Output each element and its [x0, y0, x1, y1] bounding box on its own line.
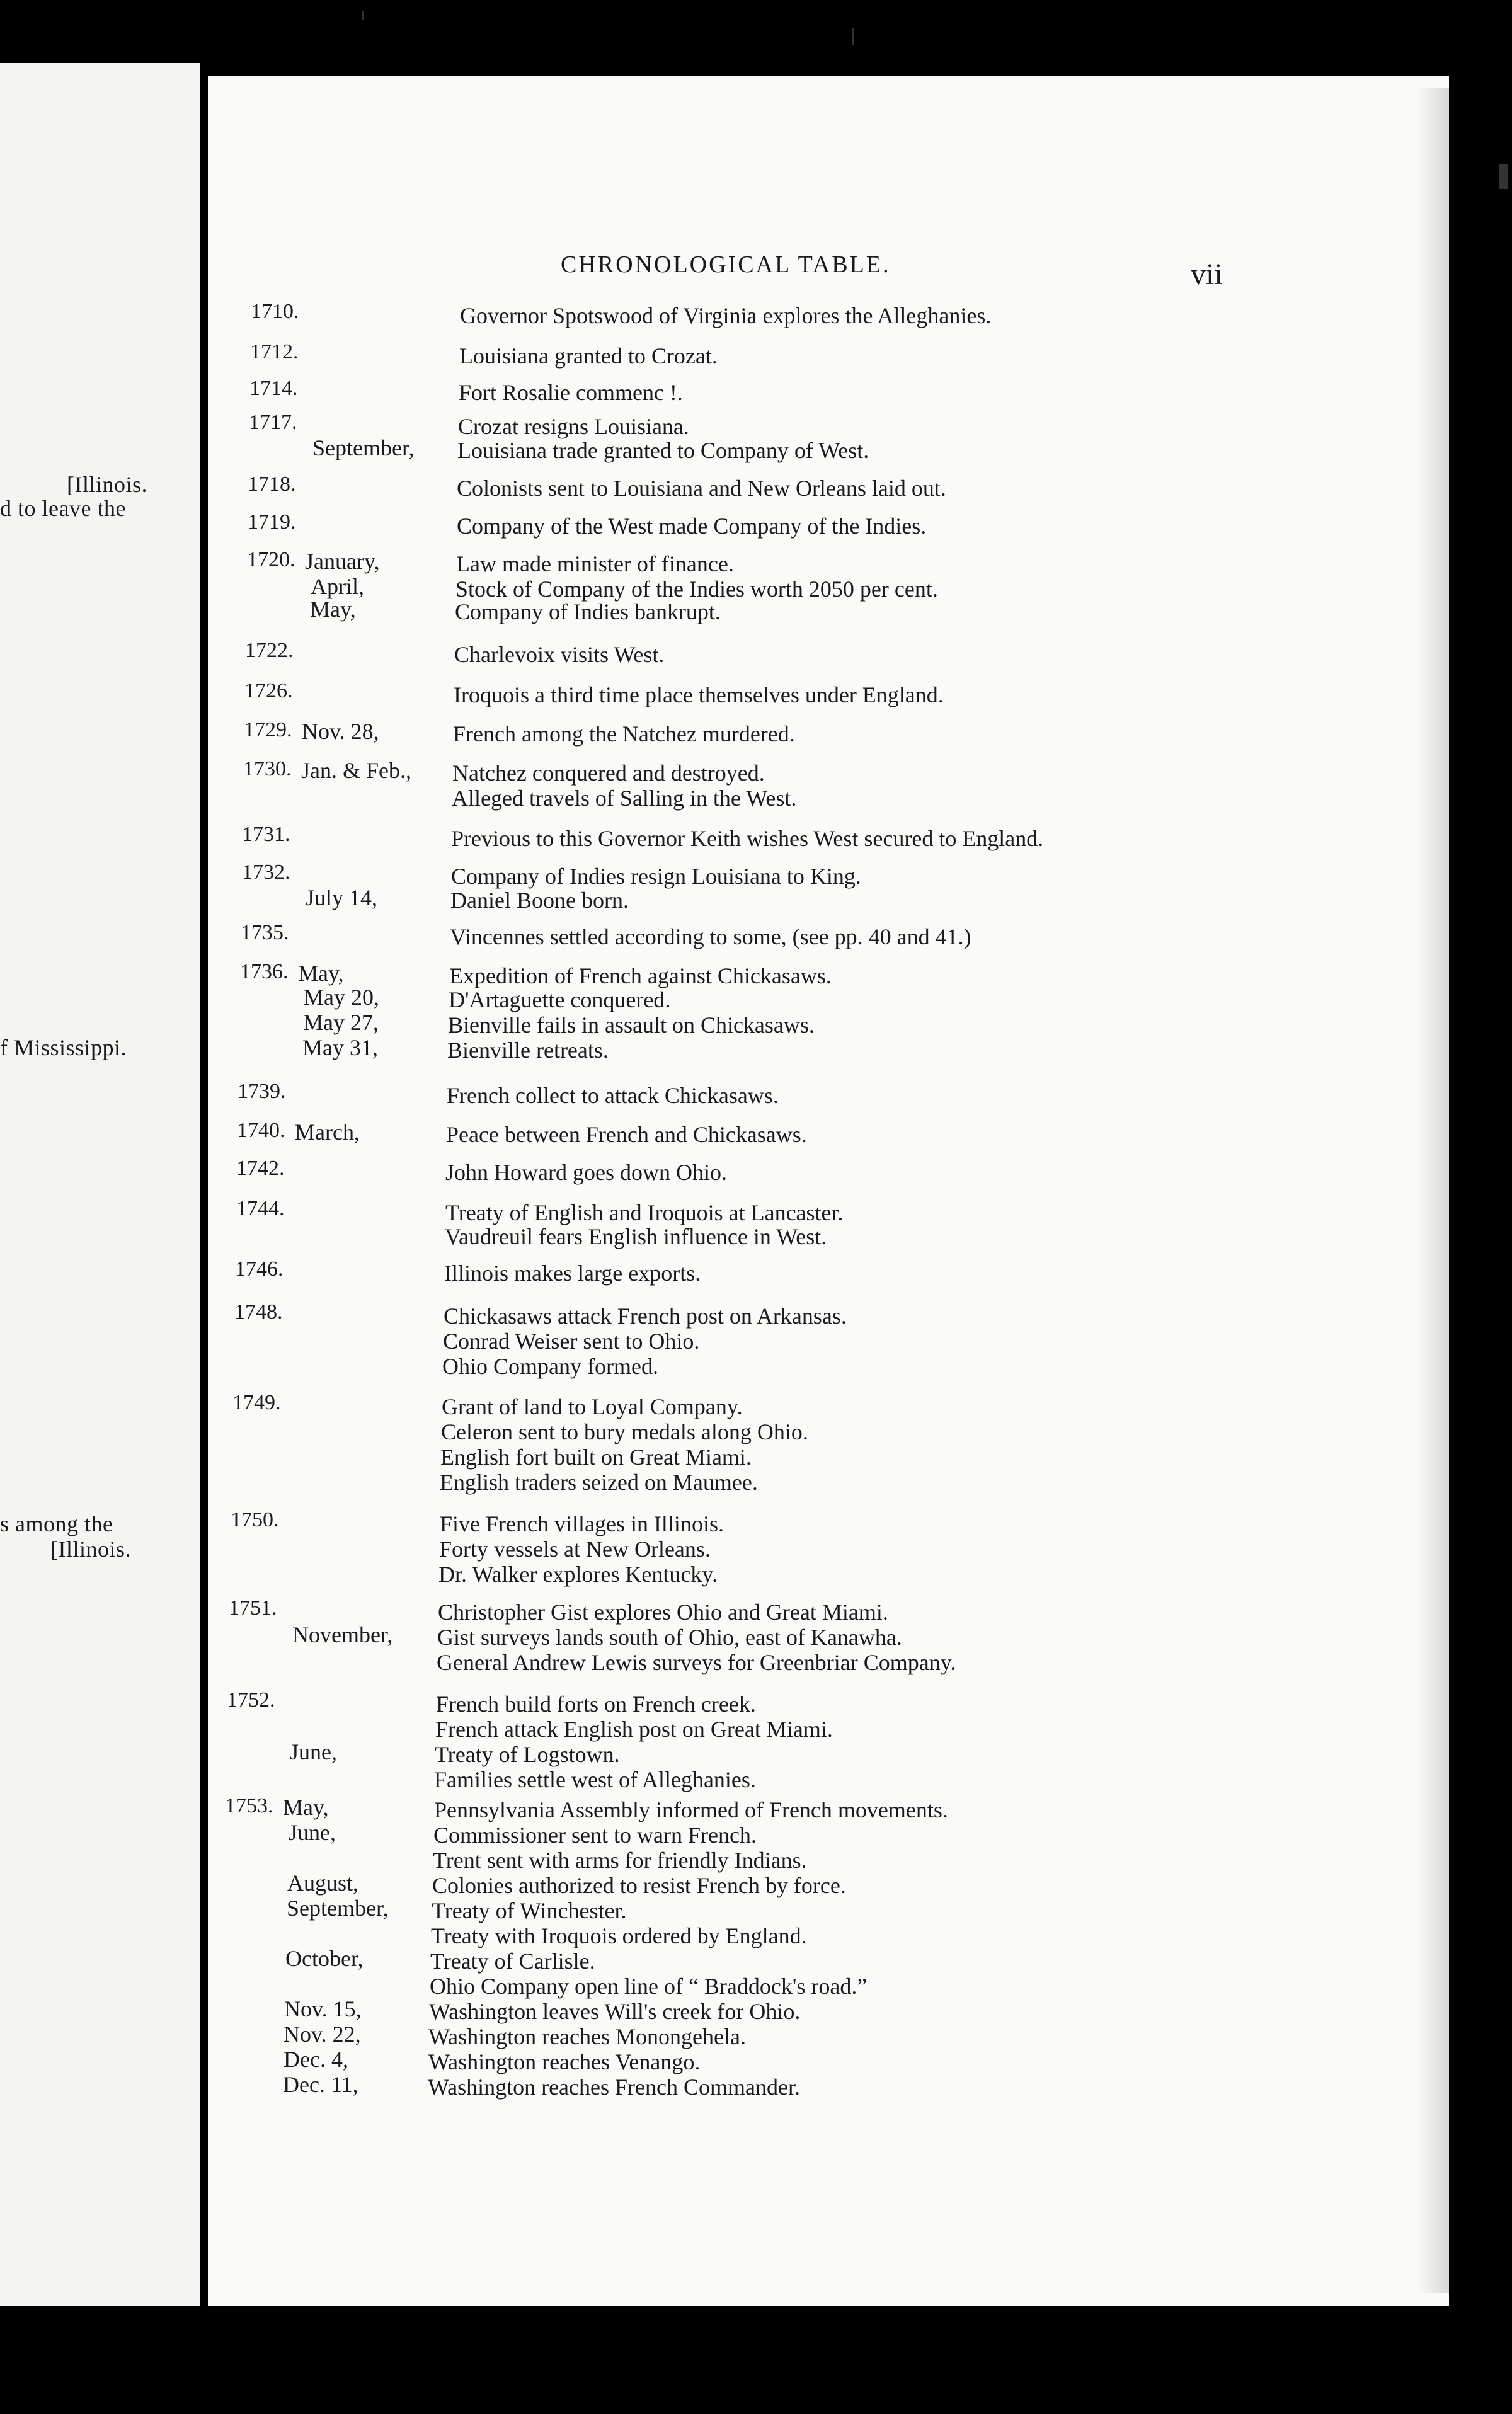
- entry-event: Alleged travels of Salling in the West.: [452, 786, 797, 811]
- entry-date: Nov. 15,: [284, 1996, 362, 2022]
- entry-event: Trent sent with arms for friendly Indians.: [433, 1848, 807, 1873]
- entry-event: Daniel Boone born.: [450, 888, 629, 913]
- entry-year: 1753.: [225, 1794, 273, 1817]
- entry-event: Treaty of Winchester.: [432, 1898, 627, 1923]
- entry-year: 1740.: [237, 1119, 285, 1142]
- entry-date: January,: [305, 549, 380, 574]
- entry-year: 1731.: [242, 823, 290, 846]
- entry-event: D'Artaguette conquered.: [449, 987, 671, 1012]
- entry-event: Ohio Company open line of “ Braddock's road.”: [430, 1974, 868, 1999]
- entry-date: May,: [298, 961, 344, 986]
- entry-date: May 27,: [303, 1010, 379, 1035]
- entry-year: 1732.: [242, 861, 290, 884]
- entry-event: Crozat resigns Louisiana.: [458, 414, 689, 439]
- entry-year: 1726.: [244, 679, 293, 702]
- entry-event: Dr. Walker explores Kentucky.: [438, 1562, 718, 1587]
- entry-date: October,: [285, 1946, 364, 1971]
- entry-date: August,: [287, 1870, 359, 1896]
- entry-year: 1746.: [235, 1257, 284, 1281]
- entry-date: May,: [283, 1795, 329, 1820]
- scan-speck: [362, 11, 364, 20]
- left-page: [0, 63, 200, 2306]
- entry-event: Gist surveys lands south of Ohio, east of Kanawha.: [437, 1625, 902, 1650]
- entry-date: July 14,: [306, 885, 378, 910]
- entry-year: 1717.: [249, 411, 297, 434]
- entry-year: 1739.: [238, 1080, 286, 1103]
- entry-event: Colonies authorized to resist French by force.: [432, 1873, 846, 1898]
- entry-date: Nov. 22,: [284, 2022, 361, 2047]
- entry-date: September,: [287, 1896, 389, 1921]
- entry-date: September,: [312, 435, 415, 460]
- scan-speck: [1499, 164, 1508, 189]
- entry-event: English fort built on Great Miami.: [440, 1444, 752, 1470]
- entry-year: 1722.: [245, 639, 294, 662]
- entry-year: 1750.: [231, 1508, 279, 1531]
- right-page: [208, 76, 1449, 2306]
- entry-date: Dec. 4,: [284, 2047, 348, 2072]
- margin-fragment: d to leave the: [0, 496, 126, 521]
- entry-event: Christopher Gist explores Ohio and Great Miami.: [438, 1599, 888, 1625]
- entry-event: John Howard goes down Ohio.: [445, 1160, 727, 1185]
- entry-year: 1730.: [243, 757, 292, 781]
- entry-year: 1744.: [236, 1197, 285, 1220]
- entry-date: June,: [290, 1739, 337, 1765]
- entry-event: Treaty of Carlisle.: [430, 1948, 595, 1974]
- entry-year: 1749.: [232, 1391, 281, 1414]
- entry-date: November,: [292, 1622, 393, 1647]
- entry-date: May,: [310, 597, 356, 622]
- entry-event: French among the Natchez murdered.: [453, 721, 795, 747]
- margin-fragment: s among the: [0, 1511, 113, 1536]
- entry-date: April,: [311, 574, 364, 599]
- entry-event: Washington reaches French Commander.: [428, 2074, 800, 2100]
- entry-year: 1714.: [249, 377, 298, 400]
- entry-year: 1735.: [241, 921, 289, 944]
- entry-event: Treaty of Logstown.: [435, 1742, 620, 1767]
- entry-date: May 31,: [302, 1035, 378, 1060]
- entry-year: 1751.: [229, 1596, 277, 1620]
- entry-event: Vincennes settled according to some, (see pp. 40 and 41.): [450, 924, 971, 949]
- entry-event: Fort Rosalie commenc !.: [459, 380, 683, 405]
- entry-event: French attack English post on Great Miami.: [435, 1717, 833, 1742]
- entry-event: Illinois makes large exports.: [444, 1261, 701, 1286]
- entry-event: Celeron sent to bury medals along Ohio.: [441, 1419, 808, 1444]
- entry-date: May 20,: [304, 985, 379, 1010]
- margin-fragment: [Illinois.: [67, 472, 147, 497]
- entry-event: Forty vessels at New Orleans.: [439, 1536, 711, 1562]
- entry-year: 1719.: [248, 510, 296, 534]
- entry-event: French build forts on French creek.: [436, 1691, 756, 1717]
- margin-fragment: f Mississippi.: [0, 1035, 127, 1060]
- entry-event: Louisiana trade granted to Company of West.: [457, 438, 869, 463]
- entry-year: 1729.: [244, 718, 292, 741]
- entry-event: Company of Indies resign Louisiana to King.: [451, 864, 861, 889]
- entry-event: Charlevoix visits West.: [454, 642, 665, 667]
- entry-event: Grant of land to Loyal Company.: [442, 1394, 743, 1419]
- entry-year: 1720.: [247, 548, 295, 571]
- entry-event: Stock of Company of the Indies worth 2050 per cent.: [455, 576, 938, 602]
- entry-event: Washington leaves Will's creek for Ohio.: [429, 1999, 801, 2024]
- entry-event: Natchez conquered and destroyed.: [452, 760, 765, 786]
- entry-event: Ohio Company formed.: [442, 1354, 658, 1379]
- margin-fragment: [Illinois.: [50, 1536, 131, 1562]
- entry-year: 1752.: [227, 1688, 275, 1712]
- entry-event: Company of the West made Company of the Indies.: [457, 513, 927, 539]
- scan-speck: [852, 28, 854, 45]
- page-edge: [1418, 88, 1449, 2293]
- entry-event: Conrad Weiser sent to Ohio.: [443, 1329, 700, 1354]
- entry-event: Company of Indies bankrupt.: [455, 599, 721, 624]
- entry-event: Iroquois a third time place themselves under England.: [454, 682, 944, 707]
- entry-event: Washington reaches Monongehela.: [428, 2024, 746, 2049]
- entry-event: Previous to this Governor Keith wishes West secured to England.: [451, 826, 1044, 851]
- entry-event: Families settle west of Alleghanies.: [434, 1767, 756, 1792]
- entry-event: Vaudreuil fears English influence in West.: [445, 1224, 827, 1249]
- page-title: CHRONOLOGICAL TABLE.: [561, 251, 891, 278]
- entry-event: Expedition of French against Chickasaws.: [449, 963, 832, 988]
- entry-event: Washington reaches Venango.: [428, 2049, 701, 2074]
- entry-event: Treaty of English and Iroquois at Lancaster.: [445, 1200, 844, 1225]
- entry-event: Colonists sent to Louisiana and New Orleans laid out.: [457, 476, 946, 501]
- entry-event: Chickasaws attack French post on Arkansas.: [444, 1303, 847, 1329]
- entry-event: Commissioner sent to warn French.: [433, 1822, 757, 1848]
- entry-event: Governor Spotswood of Virginia explores the Alleghanies.: [460, 303, 992, 328]
- entry-event: Bienville retreats.: [447, 1038, 609, 1063]
- entry-event: Peace between French and Chickasaws.: [446, 1122, 807, 1147]
- entry-year: 1718.: [248, 472, 296, 496]
- entry-year: 1736.: [240, 960, 289, 983]
- entry-event: Treaty with Iroquois ordered by England.: [431, 1923, 807, 1948]
- entry-date: March,: [295, 1119, 360, 1145]
- entry-year: 1742.: [236, 1157, 285, 1180]
- entry-date: Nov. 28,: [302, 719, 379, 744]
- entry-event: French collect to attack Chickasaws.: [447, 1083, 779, 1108]
- entry-year: 1748.: [234, 1300, 283, 1324]
- entry-event: English traders seized on Maumee.: [440, 1470, 758, 1495]
- entry-date: Jan. & Feb.,: [301, 758, 411, 783]
- entry-event: General Andrew Lewis surveys for Greenbriar Company.: [437, 1650, 956, 1675]
- entry-date: June,: [289, 1820, 336, 1845]
- entry-event: Five French villages in Illinois.: [440, 1511, 724, 1536]
- entry-event: Law made minister of finance.: [456, 551, 734, 576]
- page-number: vii: [1191, 258, 1223, 291]
- entry-date: Dec. 11,: [283, 2072, 358, 2097]
- entry-event: Pennsylvania Assembly informed of French movements.: [434, 1797, 948, 1822]
- entry-event: Bienville fails in assault on Chickasaws.: [448, 1012, 815, 1038]
- entry-year: 1710.: [251, 300, 299, 323]
- entry-event: Louisiana granted to Crozat.: [459, 343, 718, 369]
- entry-year: 1712.: [250, 340, 299, 363]
